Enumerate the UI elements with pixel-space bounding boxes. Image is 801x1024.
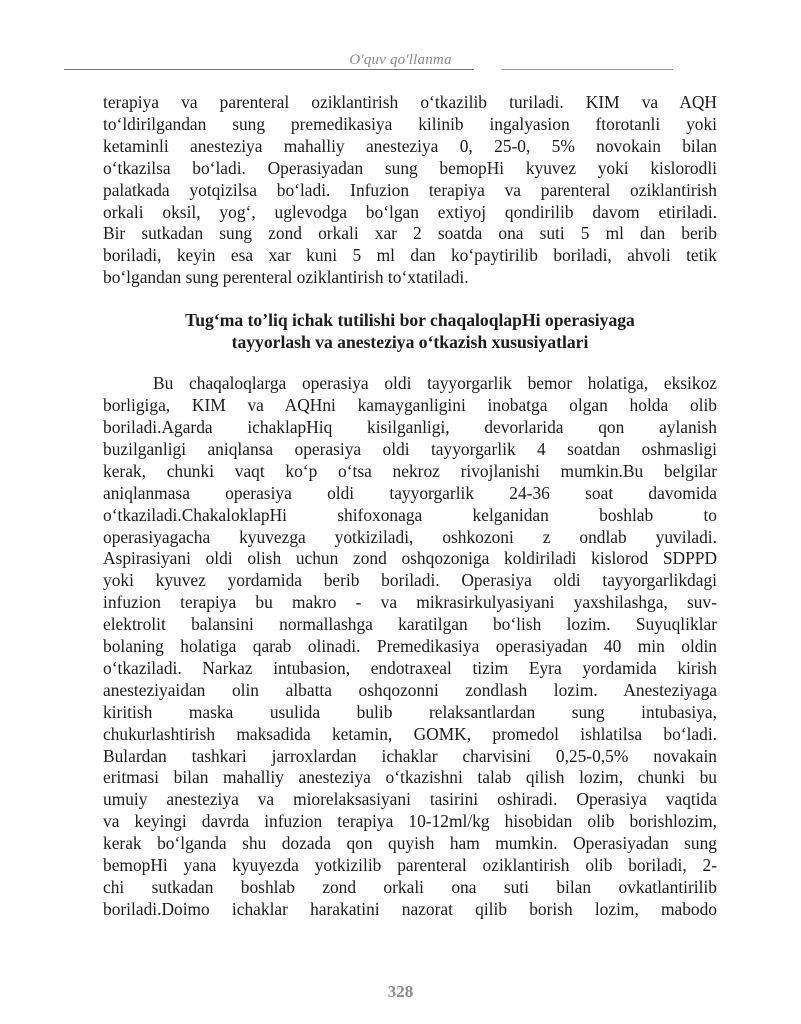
text-line: o‘tkaziladi. Narkaz intubasion, endotraxeal tizim Eyra yordamida kirish bbox=[103, 657, 717, 678]
text-line: Bir sutkadan sung zond orkali xar 2 soatda ona suti 5 ml dan berib bbox=[103, 223, 717, 244]
section-title bbox=[103, 309, 717, 353]
text-line: boriladi, keyin esa xar kuni 5 ml dan ko‘paytirilib boriladi, ahvoli tetik bbox=[103, 245, 717, 266]
header-rule bbox=[64, 69, 474, 70]
text-line: boriladi.Doimo ichaklar harakatini nazorat qilib borish lozim, mabodo bbox=[103, 898, 717, 919]
text-line: o‘tkazilsa bo‘ladi. Operasiyadan sung bemopHi kyuvez yoki kislorodli bbox=[103, 157, 717, 178]
paragraph-continuation bbox=[103, 92, 717, 289]
text-line: borligiga, KIM va AQHni kamayganligini inobatga olgan holda olib bbox=[103, 395, 717, 416]
text-line: chi sutkadan boshlab zond orkali ona suti bilan ovkatlantirilib bbox=[103, 877, 717, 897]
text-line: bo‘lgandan sung perenteral oziklantirish to‘xtatiladi. bbox=[103, 267, 469, 288]
page-body bbox=[103, 92, 717, 921]
text-line: boriladi.Agarda ichaklapHiq kisilganligi, devorlarida qon aylanish bbox=[103, 416, 717, 437]
text-line: Bu chaqaloqlarga operasiya oldi tayyorgarlik bemor holatiga, eksikoz bbox=[153, 373, 717, 394]
header-rule-right bbox=[501, 69, 673, 70]
text-line: bemopHi yana kyuyezda yotkizilib parenteral oziklantirish olib boriladi, 2- bbox=[103, 855, 717, 876]
text-line: aniqlanmasa operasiya oldi tayyorgarlik 24-36 soat davomida bbox=[103, 482, 717, 503]
text-line: eritmasi bilan mahalliy anesteziya o‘tkazishni talab qilish lozim, chunki bu bbox=[103, 767, 717, 788]
text-line: anesteziyaidan olin albatta oshqozonni zondlash lozim. Anesteziyaga bbox=[103, 679, 717, 700]
text-line: operasiyagacha kyuvezga yotkiziladi, oshkozoni z ondlab yuviladi. bbox=[103, 526, 717, 547]
text-line: va keyingi davrda infuzion terapiya 10-12ml/kg hisobidan olib borishlozim, bbox=[103, 811, 717, 832]
running-header: O'quv qo'llanma bbox=[349, 52, 452, 68]
text-line: ketaminli anesteziya mahalliy anesteziya 0, 25-0, 5% novokain bilan bbox=[103, 135, 717, 156]
text-line: to‘ldirilgandan sung premedikasiya kilinib ingalyasion ftorotanli yoki bbox=[103, 113, 717, 134]
text-line: Bulardan tashkari jarroxlardan ichaklar charvisini 0,25-0,5% novakain bbox=[103, 745, 717, 766]
text-line: bolaning holatiga qarab olinadi. Premedikasiya operasiyadan 40 min oldin bbox=[103, 636, 717, 657]
text-line: Aspirasiyani oldi olish uchun zond oshqozoniga koldiriladi kislorod SDPPD bbox=[103, 548, 717, 569]
paragraph-main bbox=[103, 373, 717, 921]
text-line: kiritish maska usulida bulib relaksantlardan sung intubasiya, bbox=[103, 701, 717, 722]
text-line: orkali oksil, yog‘, uglevodga bo‘lgan extiyoj qondirilib davom etiriladi. bbox=[103, 201, 717, 222]
text-line: yoki kyuvez yordamida berib boriladi. Operasiya oldi tayyorgarlikdagi bbox=[103, 570, 717, 591]
text-line: o‘tkaziladi.ChakaloklapHi shifoxonaga kelganidan boshlab to bbox=[103, 504, 717, 525]
text-line: kerak bo‘lganda shu dozada qon quyish ham mumkin. Operasiyadan sung bbox=[103, 833, 717, 854]
text-line: buzilganligi aniqlansa operasiya oldi tayyorgarlik 4 soatdan oshmasligi bbox=[103, 438, 717, 459]
section-title-line-2: tayyorlash va anesteziya o‘tkazish xususiyatlari bbox=[231, 332, 589, 353]
text-line: elektrolit balansini normallashga karatilgan bo‘lish lozim. Suyuqliklar bbox=[103, 614, 717, 635]
text-line: kerak, chunki vaqt ko‘p o‘tsa nekroz rivojlanishi mumkin.Bu belgilar bbox=[103, 460, 717, 481]
text-line: palatkada yotqizilsa bo‘ladi. Infuzion terapiya va parenteral oziklantirish bbox=[103, 179, 717, 200]
page-number: 328 bbox=[387, 982, 414, 1001]
text-line: terapiya va parenteral oziklantirish o‘tkazilib turiladi. KIM va AQH bbox=[103, 92, 717, 112]
section-title-line-1: Tug‘ma to’liq ichak tutilishi bor chaqaloqlapHi operasiyaga bbox=[185, 310, 635, 331]
text-line: infuzion terapiya bu makro - va mikrasirkulyasiyani yaxshilashga, suv- bbox=[103, 592, 717, 613]
text-line: umuiy anesteziya va miorelaksasiyani tasirini oshiradi. Operasiya vaqtida bbox=[103, 789, 717, 810]
text-line: chukurlashtirish maksadida ketamin, GOMK, promedol ishlatilsa bo‘ladi. bbox=[103, 723, 717, 744]
